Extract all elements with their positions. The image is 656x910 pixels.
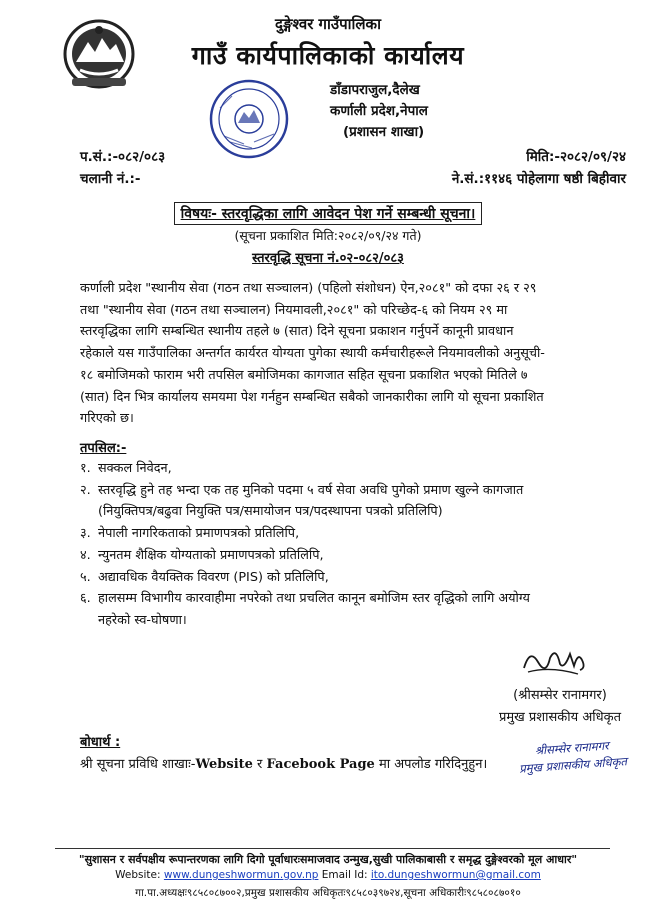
list-item-number: ३.	[80, 526, 91, 542]
footer-divider	[55, 848, 610, 849]
org-name-small: दुङ्गेश्वर गाउँपालिका	[275, 15, 381, 33]
cc-line	[80, 754, 487, 772]
body-line: रहेकाले यस गाउँपालिका अन्तर्गत कार्यरत योग्यता पुगेका स्थायी कर्मचारीहरूले नियमावलीको अनुसूची-	[80, 346, 545, 362]
cc-heading: बोधार्थ :	[80, 735, 121, 750]
body-line: १८ बमोजिमको फाराम भरी तपसिल बमोजिमका कागजात सहित सूचना प्रकाशित भएको मितिले ७	[80, 367, 528, 383]
list-item	[80, 545, 628, 567]
list-item	[80, 458, 628, 480]
office-seal-icon	[208, 78, 290, 160]
address-line-1: डाँडापराजुल,दैलेख	[330, 82, 420, 98]
document-list	[80, 458, 628, 632]
footer-phones: गा.पा.अध्यक्षः९८५८०८७००२,प्रमुख प्रशासकीय अधिकृतः९८५८०३९७२४,सूचना अधिकारीः९८५८०८७०१०	[135, 887, 521, 899]
list-item-number: ४.	[80, 547, 91, 563]
list-item-text: स्तरवृद्धि हुने तह भन्दा एक तह मुनिको पदमा ५ वर्ष सेवा अवधि पुगेको प्रमाण खुल्ने कागजात	[98, 482, 524, 498]
list-item-text: न्युनतम शैक्षिक योग्यताको प्रमाणपत्रको प्रतिलिपि,	[98, 547, 324, 563]
cc-facebook: Facebook Page	[266, 757, 375, 772]
list-item-continuation: नहरेको स्व-घोषणा।	[98, 612, 187, 628]
body-line: गरिएको छ।	[80, 411, 134, 427]
list-item-number: २.	[80, 482, 91, 498]
footer-contacts	[0, 869, 656, 881]
footer-email-label: Email Id:	[318, 869, 371, 881]
cc-and: र	[252, 757, 267, 772]
list-item-number: ५.	[80, 569, 91, 585]
reference-number: प.सं.:-०८२/०८३	[80, 149, 166, 165]
stamp-name: श्रीसम्सेर रानामगर	[534, 738, 610, 758]
notice-number: स्तरवृद्धि सूचना नं.०२-०८२/०८३	[252, 251, 404, 266]
subject-wrap	[0, 202, 656, 225]
address-line-2: कर्णाली प्रदेश,नेपाल	[330, 103, 428, 119]
body-paragraph	[80, 278, 626, 430]
list-item-text: सक्कल निवेदन,	[98, 461, 172, 476]
list-item-continuation: (नियुक्तिपत्र/बढुवा नियुक्ति पत्र/समायोजन पत्र/पदस्थापना पत्रको प्रतिलिपि)	[98, 504, 443, 520]
list-item-text: नेपाली नागरिकताको प्रमाणपत्रको प्रतिलिपि,	[98, 526, 300, 542]
cc-prefix: श्री सूचना प्रविधि शाखाः-	[80, 757, 196, 772]
signature-icon	[520, 640, 590, 680]
cc-website: Website	[195, 757, 253, 772]
published-date: (सूचना प्रकाशित मिति:२०८२/०९/२४ गते)	[234, 228, 422, 243]
nepal-sambat-date: ने.सं.:११४६ पोहेलागा षष्ठी बिहीवार	[451, 171, 626, 187]
footer-website-link[interactable]: www.dungeshwormun.gov.np	[163, 869, 319, 881]
footer-email-link[interactable]: ito.dungeshwormun@gmail.com	[370, 869, 541, 881]
org-name-big: गाउँ कार्यपालिकाको कार्यालय	[191, 41, 465, 70]
list-item-text: हालसम्म विभागीय कारवाहीमा नपरेको तथा प्रचलित कानून बमोजिम स्तर वृद्धिको लागि अयोग्य	[98, 591, 530, 607]
list-item-number: १.	[80, 461, 91, 476]
list-item	[80, 567, 628, 589]
subject-title: विषयः- स्तरवृद्धिका लागि आवेदन पेश गर्ने सम्बन्धी सूचना।	[174, 202, 483, 225]
list-item	[80, 588, 628, 610]
body-line: तथा "स्थानीय सेवा (गठन तथा सञ्चालन) नियमावली,२०८१" को परिच्छेद-६ को नियम २९ मा	[80, 302, 508, 318]
branch-name: (प्रशासन शाखा)	[343, 124, 425, 140]
footer-website-label: Website:	[115, 869, 164, 881]
signatory-name: (श्रीसम्सेर रानामगर)	[513, 688, 607, 703]
list-item	[80, 480, 628, 502]
date: मिति:-२०८२/०९/२४	[526, 149, 626, 165]
list-item-text: अद्यावधिक वैयक्तिक विवरण (PIS) को प्रतिलिपि,	[98, 569, 329, 585]
stamp-title: प्रमुख प्रशासकीय अधिकृत	[518, 754, 628, 776]
list-item	[80, 523, 628, 545]
cc-suffix: मा अपलोड गरिदिनुहुन।	[374, 757, 488, 772]
name-stamp	[504, 735, 641, 778]
list-heading: तपसिल:-	[80, 441, 127, 456]
footer-slogan: "सुशासन र सर्वपक्षीय रूपान्तरणका लागि दिगो पूर्वाधारःसमाजवाद उन्मुख,सुखी पालिकाबासी र समृद्ध दुङ्गेश्वरको मूल आधार"	[78, 853, 578, 866]
body-line: कर्णाली प्रदेश "स्थानीय सेवा (गठन तथा सञ्चालन) (पहिलो संशोधन) ऐन,२०८१" को दफा २६ र २९	[80, 281, 537, 296]
dispatch-number: चलानी नं.:-	[80, 171, 141, 187]
body-line: स्तरवृद्धिका लागि सम्बन्धित स्थानीय तहले ७ (सात) दिने सूचना प्रकाशन गर्नुपर्ने कानूनी प्रावधान	[80, 324, 514, 340]
signatory-title: प्रमुख प्रशासकीय अधिकृत	[498, 710, 622, 725]
list-item-number: ६.	[80, 591, 91, 607]
body-line: (सात) दिन भित्र कार्यालय समयमा पेश गर्नहुन सम्बन्धित सबैको जानकारीका लागि यो सूचना प्रकाशित	[80, 389, 544, 405]
